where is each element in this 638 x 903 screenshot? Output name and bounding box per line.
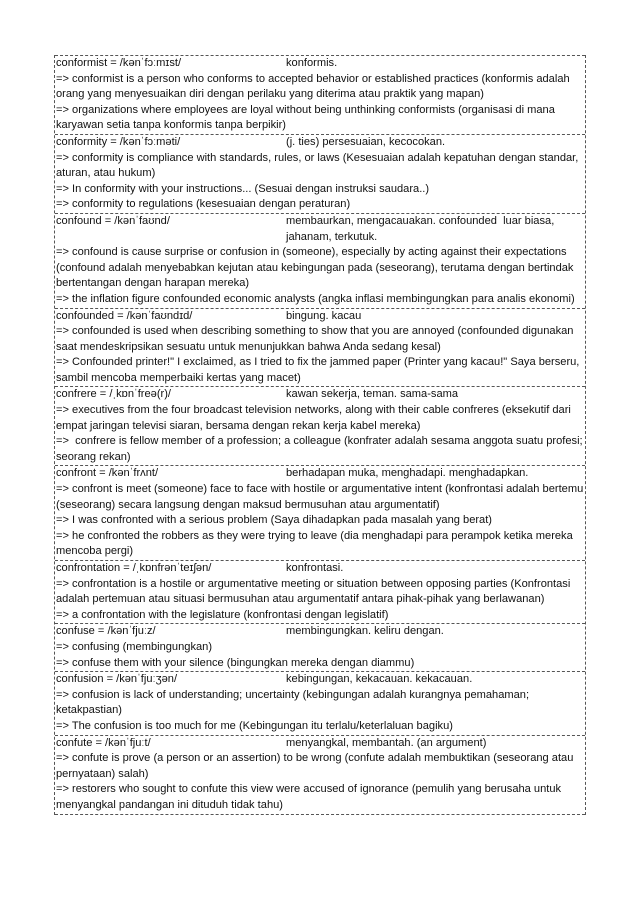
vocabulary-entry bbox=[55, 55, 585, 134]
entry-term: confrontation = /ˌkɒnfrənˈteɪʃən/ bbox=[56, 562, 212, 574]
entry-example-line: => confute is prove (a person or an assertion) to be wrong (confute adalah membuktikan (seseorang atau pernyataan) salah) bbox=[56, 752, 577, 780]
entry-example-line: => confusing (membingungkan) bbox=[56, 640, 213, 653]
entry-gloss: menyangkal, membantah. (an argument) bbox=[286, 736, 487, 749]
entry-term: confusion = /kənˈfjuːʒən/ bbox=[56, 673, 178, 686]
entry-heading bbox=[56, 309, 584, 325]
entry-term: conformity = /kənˈfɔːməti/ bbox=[56, 135, 181, 148]
entry-gloss: membaurkan, mengacauakan. confounded luar biasa, jahanam, terkutuk. bbox=[286, 214, 558, 243]
vocabulary-entry bbox=[55, 623, 585, 671]
vocabulary-entry bbox=[55, 213, 585, 308]
entry-term: confounded = /kənˈfaʊndɪd/ bbox=[56, 309, 193, 322]
entry-example-line: => confuse them with your silence (bingungkan mereka dengan diammu) bbox=[56, 656, 415, 669]
entry-example-line: => confound is cause surprise or confusion in (someone), especially by acting against their expectations (confound adalah menyebabkan kejutan atau kebingungan pada (seseorang), terutama dengan bertindak bertentangan dengan harapan mereka) bbox=[56, 246, 577, 290]
entry-example-line: => confrere is fellow member of a profession; a colleague (konfrater adalah sesama anggota suatu profesi; seorang rekan) bbox=[56, 435, 586, 463]
entry-gloss: kebingungan, kekacauan. kekacauan. bbox=[286, 673, 473, 686]
entry-heading bbox=[56, 466, 584, 482]
entry-term: conformist = /kənˈfɔːmɪst/ bbox=[56, 57, 182, 69]
entry-example-line: => In conformity with your instructions... (Sesuai dengan instruksi saudara..) bbox=[56, 182, 430, 195]
entry-gloss: kawan sekerja, teman. sama-sama bbox=[286, 388, 459, 401]
entry-term: confound = /kənˈfaʊnd/ bbox=[56, 214, 170, 227]
vocabulary-entry bbox=[55, 671, 585, 734]
entry-heading bbox=[56, 736, 584, 752]
entry-example-line: => confounded is used when describing something to show that you are annoyed (confounded digunakan saat mendeskripsikan sesuatu untuk menunjukkan bahwa Anda sedang kesal) bbox=[56, 325, 577, 353]
entry-example-line: => restorers who sought to confute this view were accused of ignorance (pemulih yang berusaha untuk menyangkal pandangan ini dituduh tidak tahu) bbox=[56, 783, 565, 811]
entry-example-line: => the inflation figure confounded economic analysts (angka inflasi membingungkan para analis ekonomi) bbox=[56, 292, 575, 305]
entry-example-line: => conformist is a person who conforms to accepted behavior or established practices (konformis adalah orang yang menyesuaikan diri dengan perilaku yang diterima atau praktik yang mapan) bbox=[56, 72, 573, 101]
entry-example-line: => confusion is lack of understanding; uncertainty (kebingungan adalah kurangnya pemahaman; ketakpastian) bbox=[56, 688, 533, 717]
entry-gloss: konformis. bbox=[286, 57, 338, 69]
vocabulary-entry bbox=[55, 134, 585, 213]
entry-gloss: berhadapan muka, menghadapi. menghadapkan. bbox=[286, 467, 529, 480]
entry-term: confront = /kənˈfrʌnt/ bbox=[56, 467, 159, 480]
vocabulary-table bbox=[54, 55, 586, 815]
entry-heading bbox=[56, 214, 584, 245]
vocabulary-entry bbox=[55, 560, 585, 623]
vocabulary-entry bbox=[55, 386, 585, 465]
entry-heading bbox=[56, 624, 584, 640]
entry-heading bbox=[56, 56, 584, 72]
entry-example-line: => organizations where employees are loyal without being unthinking conformists (organisasi di mana karyawan setia tanpa konformis tanpa berpikir) bbox=[56, 103, 558, 132]
entry-example-line: => conformity to regulations (kesesuaian dengan peraturan) bbox=[56, 198, 351, 211]
entry-gloss: membingungkan. keliru dengan. bbox=[286, 625, 444, 638]
entry-heading bbox=[56, 672, 584, 688]
entry-term: confrere = /ˌkɒnˈfreə(r)/ bbox=[56, 388, 171, 401]
entry-gloss: konfrontasi. bbox=[286, 562, 344, 574]
entry-gloss: bingung. kacau bbox=[286, 309, 362, 322]
entry-term: confuse = /kənˈfjuːz/ bbox=[56, 625, 156, 638]
entry-heading bbox=[56, 561, 584, 577]
entry-heading bbox=[56, 135, 584, 151]
entry-heading bbox=[56, 387, 584, 403]
entry-example-line: => confront is meet (someone) face to face with hostile or argumentative intent (konfrontasi adalah bertemu (seseorang) secara langsung dengan maksud bermusuhan atau argumentatif) bbox=[56, 483, 587, 511]
entry-example-line: => conformity is compliance with standards, rules, or laws (Kesesuaian adalah kepatuhan dengan standar, aturan, atau hukum) bbox=[56, 151, 582, 180]
entry-example-line: => executives from the four broadcast television networks, along with their cable confreres (eksekutif dari empat jaringan televisi siaran, bersama dengan rekan kerja kabel mereka) bbox=[56, 404, 574, 432]
entry-example-line: => I was confronted with a serious problem (Saya dihadapkan pada masalah yang berat) bbox=[56, 514, 492, 527]
entry-example-line: => The confusion is too much for me (Kebingungan itu terlalu/keterlaluan bagiku) bbox=[56, 719, 453, 732]
entry-example-line: => a confrontation with the legislature (konfrontasi dengan legislatif) bbox=[56, 608, 389, 621]
entry-term: confute = /kənˈfjuːt/ bbox=[56, 736, 151, 749]
vocabulary-entry bbox=[55, 308, 585, 387]
entry-example-line: => he confronted the robbers as they were trying to leave (dia menghadapi para perampok ketika mereka mencoba pergi) bbox=[56, 529, 576, 558]
entry-gloss: (j. ties) persesuaian, kecocokan. bbox=[286, 135, 446, 148]
vocabulary-entry bbox=[55, 735, 585, 815]
entry-example-line: => confrontation is a hostile or argumentative meeting or situation between opposing parties (Konfrontasi adalah pertemuan atau situasi bermusuhan atau argumentatif antara pihak-pihak yang berlawanan) bbox=[56, 577, 574, 606]
vocabulary-entry bbox=[55, 465, 585, 560]
entry-example-line: => Confounded printer!" I exclaimed, as I tried to fix the jammed paper (Printer yang kacau!" Saya berseru, sambil mencoba memperbaiki kertas yang macet) bbox=[56, 356, 583, 384]
